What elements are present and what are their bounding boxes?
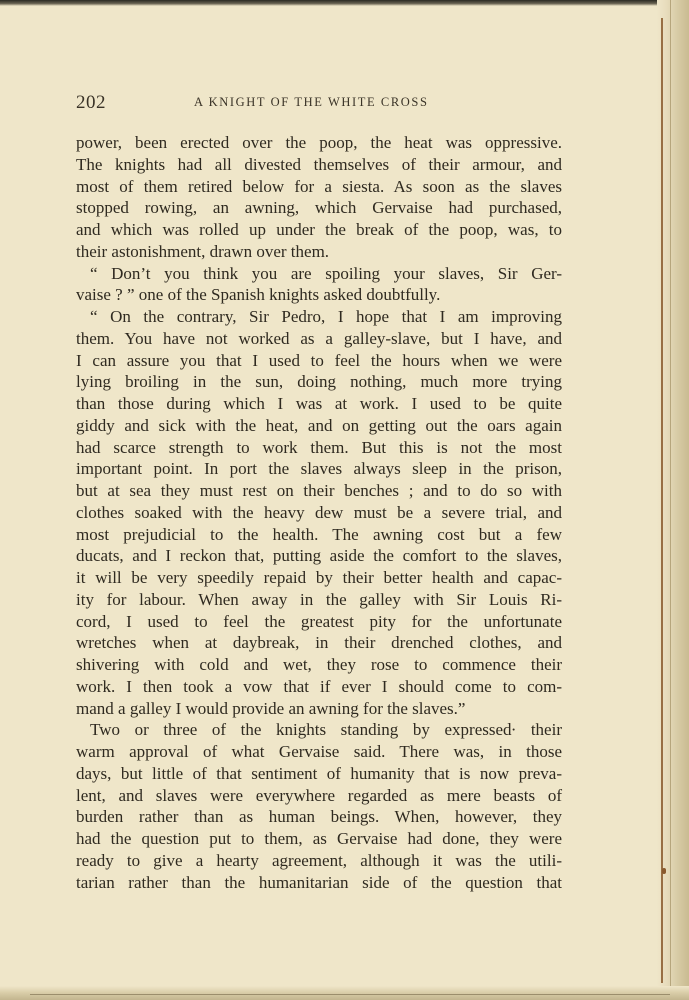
text-line: had the question put to them, as Gervaise had done, they were <box>76 829 562 848</box>
page-top-edge <box>0 0 689 6</box>
text-line: but at sea they must rest on their benches ; and to do so with <box>76 481 562 500</box>
text-line: ity for labour. When away in the galley with Sir Louis Ri- <box>76 589 562 609</box>
running-head: A KNIGHT OF THE WHITE CROSS <box>194 95 429 109</box>
page-number: 202 <box>76 92 106 113</box>
text-line: “ Don’t you think you are spoiling your slaves, Sir Ger- <box>90 263 562 283</box>
margin-mark <box>662 868 666 874</box>
text-line: lent, and slaves were everywhere regarded as mere beasts of <box>76 785 562 805</box>
text-line: The knights had all divested themselves of their armour, and <box>76 154 562 174</box>
text-line: lying broiling in the sun, doing nothing, much more trying <box>76 372 562 392</box>
text-line: and which was rolled up under the break of the poop, was, to <box>76 220 562 239</box>
page-margin-rule <box>661 18 663 983</box>
text-line: power, been erected over the poop, the heat was oppressive. <box>76 133 562 152</box>
text-line: them. You have not worked as a galley-slave, but I have, and <box>76 328 562 348</box>
text-line: stopped rowing, an awning, which Gervaise had purchased, <box>76 198 562 218</box>
text-line: burden rather than as human beings. When, however, they <box>76 807 562 827</box>
text-line: ready to give a hearty agreement, although it was the utili- <box>76 850 562 870</box>
text-line: their astonishment, drawn over them. <box>76 241 330 261</box>
text-line: Two or three of the knights standing by expressed· their <box>90 720 562 740</box>
text-line: “ On the contrary, Sir Pedro, I hope that I am improving <box>90 307 562 326</box>
text-line: important point. In port the slaves always sleep in the prison, <box>76 459 562 479</box>
text-line: giddy and sick with the heat, and on getting out the oars again <box>76 415 562 435</box>
text-line: tarian rather than the humanitarian side of the question that <box>76 872 562 892</box>
page-bottom-rule <box>30 994 670 995</box>
text-line: had scarce strength to work them. But this is not the most <box>76 437 562 457</box>
text-line: I can assure you that I used to feel the hours when we were <box>76 350 562 370</box>
text-line: mand a galley I would provide an awning for the slaves.” <box>76 698 466 718</box>
text-line: it will be very speedily repaid by their better health and capac- <box>76 568 562 587</box>
text-line: vaise ? ” one of the Spanish knights asked doubtfully. <box>76 285 441 305</box>
page-header <box>76 92 562 116</box>
text-line: shivering with cold and wet, they rose to commence their <box>76 655 562 674</box>
text-line: work. I then took a vow that if ever I should come to com- <box>76 676 562 696</box>
text-line: clothes soaked with the heavy dew must be a severe trial, and <box>76 502 562 522</box>
text-line: ducats, and I reckon that, putting aside the comfort to the slaves, <box>76 546 562 566</box>
text-line: cord, I used to feel the greatest pity for the unfortunate <box>76 611 562 631</box>
text-line: warm approval of what Gervaise said. There was, in those <box>76 742 562 761</box>
page-bottom-edge <box>0 986 689 1000</box>
text-line: days, but little of that sentiment of humanity that is now preva- <box>76 763 562 783</box>
text-line: most of them retired below for a siesta. As soon as the slaves <box>76 176 562 196</box>
page-fold-line <box>670 0 671 1000</box>
body-text <box>76 132 562 893</box>
text-line: than those during which I was at work. I used to be quite <box>76 394 562 413</box>
text-line: wretches when at daybreak, in their drenched clothes, and <box>76 633 562 653</box>
text-line: most prejudicial to the health. The awning cost but a few <box>76 524 562 544</box>
